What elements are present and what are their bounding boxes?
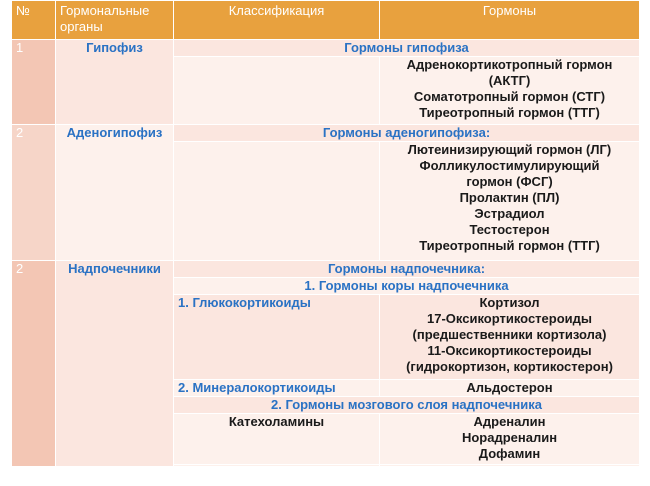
classification-cell bbox=[174, 57, 380, 125]
organ-name: Гипофиз bbox=[56, 40, 174, 125]
classification-label: 1. Глюкокортикоиды bbox=[174, 295, 380, 380]
subsection-title: 1. Гормоны коры надпочечника bbox=[174, 278, 640, 295]
row-number: 2 bbox=[12, 261, 56, 467]
filler-cell bbox=[380, 465, 640, 467]
subsection-title: 2. Гормоны мозгового слоя надпочечника bbox=[174, 397, 640, 414]
table-row bbox=[12, 261, 640, 278]
hormone-list: Лютеинизирующий гормон (ЛГ) Фолликулостимулирующий гормон (ФСГ) Пролактин (ПЛ) Эстрадиол Тестостерон Тиреотропный гормон (ТТГ) bbox=[380, 142, 640, 261]
classification-label: 2. Минералокортикоиды bbox=[174, 380, 380, 397]
classification-label: Катехоламины bbox=[174, 414, 380, 465]
header-hormones: Гормоны bbox=[380, 1, 640, 40]
hormone-list: Кортизол 17-Оксикортикостероиды (предшественники кортизола) 11-Оксикортикостероиды (гидрокортизон, кортикостерон) bbox=[380, 295, 640, 380]
header-classification: Классификация bbox=[174, 1, 380, 40]
classification-cell bbox=[174, 142, 380, 261]
hormone-list: Адреналин Норадреналин Дофамин bbox=[380, 414, 640, 465]
filler-cell bbox=[174, 465, 380, 467]
header-row bbox=[12, 1, 640, 40]
header-number: № bbox=[12, 1, 56, 40]
hormone-list: Адренокортикотропный гормон (АКТГ) Соматотропный гормон (СТГ) Тиреотропный гормон (ТТГ) bbox=[380, 57, 640, 125]
row-number: 1 bbox=[12, 40, 56, 125]
hormone-list: Альдостерон bbox=[380, 380, 640, 397]
hormone-table bbox=[11, 0, 640, 467]
table-row bbox=[12, 125, 640, 142]
section-title: Гормоны гипофиза bbox=[174, 40, 640, 57]
row-number: 2 bbox=[12, 125, 56, 261]
section-title: Гормоны аденогипофиза: bbox=[174, 125, 640, 142]
table-row bbox=[12, 40, 640, 57]
organ-name: Надпочечники bbox=[56, 261, 174, 467]
header-organs: Гормональные органы bbox=[56, 1, 174, 40]
section-title: Гормоны надпочечника: bbox=[174, 261, 640, 278]
organ-name: Аденогипофиз bbox=[56, 125, 174, 261]
